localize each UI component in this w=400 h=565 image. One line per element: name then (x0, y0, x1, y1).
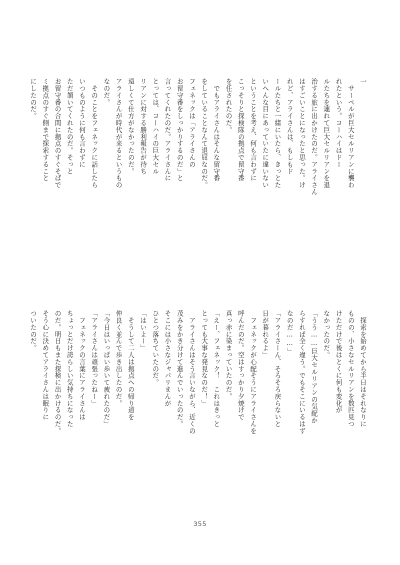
text-column: のだ。明日もまた探検に出かけるのだ。 (53, 310, 62, 435)
text-column: 「今日はいっぱい歩いて疲れたのだ」 (102, 310, 111, 428)
text-column: とっても大事な発見なのだ！」 (200, 310, 209, 407)
text-column: とっては、コーハイの巨大セル (151, 78, 160, 175)
text-column: そこには小さなジャパリまんが (163, 310, 172, 407)
text-column: けただけで後はとくに何も変化が (334, 310, 343, 414)
text-column: 日が暮れるよ」 (261, 310, 270, 359)
text-column: なかったのだ。 (322, 310, 331, 359)
text-column: なのだ……」 (285, 310, 294, 355)
text-column: 仲良く並んで歩き出したのだ。 (114, 310, 123, 407)
text-column: ールたちと一緒にいたら、きっとた (273, 78, 282, 189)
body-text-lower-tier (28, 310, 368, 492)
text-column: ものの、小さなセルリアンを数匹見つ (346, 310, 355, 428)
text-column: ついたのだ。 (29, 310, 38, 352)
text-column: 探索を始めてから半日はそれなりに (359, 310, 367, 428)
text-column: そのことをフェネックに話したら (90, 78, 99, 189)
text-column: そうして二人は拠点への帰り道を (126, 310, 135, 421)
text-column: 茂みをかき分けて進んでいったのだ。 (175, 310, 184, 428)
page-number: 355 (193, 520, 207, 528)
text-column: お留守番をしっかりするのだ」と (175, 78, 184, 182)
text-column: を任されたのだ。 (224, 78, 233, 134)
text-column: ということを考え、何も言わずに (249, 78, 258, 182)
text-column: ちょっとだけ誇らしい気持ちになった (65, 310, 74, 428)
text-column: れたという。コーハイはドー (334, 78, 343, 168)
text-column: いへんな目にあっていたに違いない (261, 78, 270, 189)
text-column: ひとつ落ちていたのだ。 (151, 310, 160, 386)
text-column: 「はいよー」 (139, 310, 148, 352)
text-column: アライさんはそう言いながら、近くの (187, 310, 196, 435)
text-column: こっそりと探検隊の拠点で留守番 (236, 78, 245, 182)
body-text-upper-tier (28, 78, 368, 258)
text-column: アライさんが時代が来るというもの (114, 78, 123, 189)
text-column: 「アライさーん、そろそろ戻らないと (273, 310, 282, 428)
text-column: 言ってくれたのだ。アライさんに (163, 78, 172, 182)
text-column: なのだ。 (102, 78, 111, 106)
text-column: 「えー、フェネック！ これはきっと (212, 310, 221, 428)
text-column: いつものように何も言わずに (77, 78, 86, 168)
text-column: ミ拠点のすぐ側まで探索すること (41, 78, 50, 182)
text-column: らすれば全く違う。でもそこにいるはず (297, 310, 306, 435)
text-column: 一 (359, 78, 367, 85)
text-column: 呼んだのだ。空はすっかり夕焼けで (236, 310, 245, 421)
text-column: そう心に決めてアライさんは眠りに (41, 310, 50, 421)
text-column: サーペルが巨大セルリアンに襲わ (346, 78, 355, 189)
text-column: フェネックの言葉にアライさんは (77, 310, 86, 421)
text-column: 「アライさんは頑張ったねー」 (90, 310, 99, 407)
text-column: お留守番の合間に拠点のすぐそばで (53, 78, 62, 189)
text-column: フェネックは「アライさんの (187, 78, 196, 168)
text-column: 「うう……巨大セルリアンの気配か (310, 310, 319, 424)
text-column: はすごいことになったと思った。け (297, 78, 306, 189)
text-column: れど、アライさんは、もしもド (285, 78, 294, 175)
text-column: でもアライさんはそんな留守番 (212, 78, 221, 182)
text-column: ただ頷いてくれたのだ。そっと (65, 78, 74, 175)
text-column: にしたのだ。 (29, 78, 38, 120)
text-column: リアンに対する勝利報告が待ち (139, 78, 148, 175)
text-column: 真っ赤に染まっていたのだ。 (224, 310, 233, 400)
text-column: フェネックが心配そうにアライさんを (249, 310, 258, 435)
text-column: 遠しくて仕方がなかったのだ。 (126, 78, 135, 175)
text-column: ルたちを連れて巨大セルリアンを退 (322, 78, 331, 189)
text-column: をしていることなんて退屈なのだ。 (200, 78, 209, 189)
text-column: 治する旅に出かけたのだ。アライさん (310, 78, 319, 196)
